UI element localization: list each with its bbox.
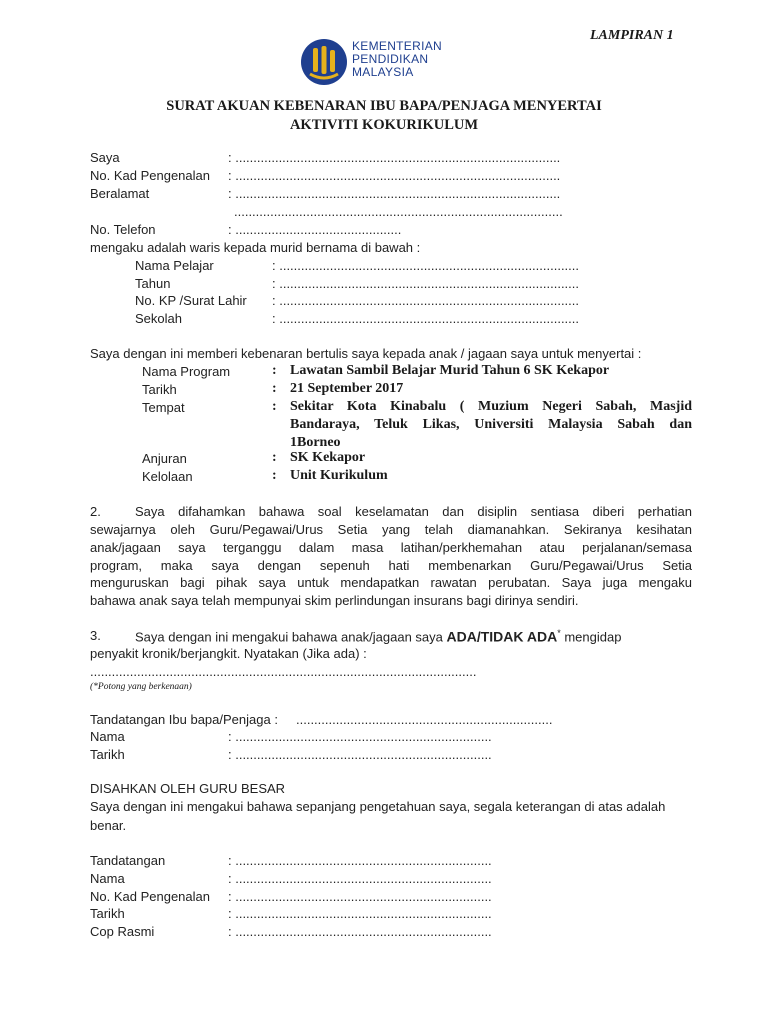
nama-pelajar-label: Nama Pelajar — [135, 258, 214, 273]
nama-program-value: Lawatan Sambil Belajar Murid Tahun 6 SK Kekapor — [290, 363, 610, 378]
kelolaan-value: Unit Kurikulum — [290, 468, 388, 483]
ministry-logo-text: KEMENTERIAN PENDIDIKAN MALAYSIA — [352, 39, 442, 79]
anjuran-label: Anjuran — [142, 451, 187, 466]
colon: : — [272, 468, 277, 483]
tempat-value-line1: Sekitar Kota Kinabalu ( Muzium Negeri Sabah, Masjid — [290, 399, 692, 414]
alamat-field-2[interactable]: ........................................................................................... — [234, 204, 563, 219]
para2-line2: sewajarnya oleh Guru/Pegawai/Urus Setia yang telah diamanahkan. Sekiranya kesihatan — [90, 522, 692, 537]
tahun-label: Tahun — [135, 276, 171, 291]
para2-line6: bahawa anak saya telah mempunyai skim perlindungan insurans bagi dirinya sendiri. — [90, 593, 579, 608]
tandatangan-penjaga-field[interactable]: ....................................................................... — [296, 712, 553, 727]
guru-besar-text-line1: Saya dengan ini mengakui bahawa sepanjang pengetahuan saya, segala keterangan di atas adalah — [90, 799, 666, 814]
colon: : — [272, 363, 277, 378]
tarikh-penjaga-field[interactable]: : ....................................................................... — [228, 747, 492, 762]
para3-number: 3. — [90, 628, 101, 643]
tarikh-program-label: Tarikh — [142, 382, 177, 397]
guru-besar-text-line2: benar. — [90, 818, 127, 833]
telefon-field[interactable]: : .............................................. — [228, 222, 402, 237]
kp-gb-field[interactable]: : ....................................................................... — [228, 889, 492, 904]
tahun-field[interactable]: : ................................................................................... — [272, 276, 580, 291]
potong-note: (*Potong yang berkenaan) — [90, 682, 192, 692]
form-title-line1: SURAT AKUAN KEBENARAN IBU BAPA/PENJAGA MENYERTAI — [166, 98, 602, 114]
tandatangan-penjaga-label: Tandatangan Ibu bapa/Penjaga : — [90, 712, 278, 727]
para2-line3: anak/jagaan saya terganggu dalam masa latihan/perkhemahan atau perjalanan/semasa — [90, 540, 692, 555]
mengaku-text: mengaku adalah waris kepada murid bernama di bawah : — [90, 240, 421, 255]
cop-rasmi-label: Cop Rasmi — [90, 924, 155, 939]
para3-line2: penyakit kronik/berjangkit. Nyatakan (Jika ada) : — [90, 646, 367, 661]
kp-pelajar-label: No. KP /Surat Lahir — [135, 293, 247, 308]
guru-besar-heading: DISAHKAN OLEH GURU BESAR — [90, 781, 286, 796]
sekolah-label: Sekolah — [135, 311, 182, 326]
kelolaan-label: Kelolaan — [142, 469, 193, 484]
kp-label: No. Kad Pengenalan — [90, 168, 210, 183]
tarikh-penjaga-label: Tarikh — [90, 747, 125, 762]
nama-gb-field[interactable]: : ....................................................................... — [228, 871, 492, 886]
tarikh-gb-label: Tarikh — [90, 906, 125, 921]
nama-program-label: Nama Program — [142, 364, 231, 379]
para2-line4: program, maka saya dengan sepenuh hati membenarkan Guru/Pegawai/Urus Setia — [90, 558, 692, 573]
nama-penjaga-field[interactable]: : ....................................................................... — [228, 729, 492, 744]
lampiran-label: LAMPIRAN 1 — [590, 28, 674, 43]
anjuran-value: SK Kekapor — [290, 450, 366, 465]
alamat-field[interactable]: : .......................................................................................... — [228, 186, 561, 201]
telefon-label: No. Telefon — [90, 222, 156, 237]
para2-line1: Saya difahamkan bahawa soal keselamatan dan disiplin sentiasa diberi perhatian — [135, 504, 692, 519]
saya-label: Saya — [90, 150, 120, 165]
tandatangan-gb-label: Tandatangan — [90, 853, 166, 868]
nama-penjaga-label: Nama — [90, 729, 125, 744]
program-intro: Saya dengan ini memberi kebenaran bertulis saya kepada anak / jagaan saya untuk menyertai : — [90, 346, 642, 361]
alamat-label: Beralamat — [90, 186, 150, 201]
saya-field[interactable]: : .......................................................................................... — [228, 150, 561, 165]
para2-line5: menguruskan bagi pihak saya untuk mendapatkan rawatan perubatan. Saya juga mengaku — [90, 575, 692, 590]
ministry-logo-icon — [300, 38, 348, 86]
penyakit-field[interactable]: ........................................................................................................... — [90, 664, 477, 679]
sekolah-field[interactable]: : ................................................................................... — [272, 311, 580, 326]
para2-number: 2. — [90, 504, 101, 519]
tempat-value-line3: 1Borneo — [290, 435, 341, 450]
tempat-value-line2: Bandaraya, Teluk Likas, Universiti Malaysia Sabah dan — [290, 417, 692, 432]
tandatangan-gb-field[interactable]: : ....................................................................... — [228, 853, 492, 868]
cop-rasmi-field[interactable]: : ....................................................................... — [228, 924, 492, 939]
nama-pelajar-field[interactable]: : ................................................................................... — [272, 258, 580, 273]
colon: : — [272, 381, 277, 396]
tarikh-program-value: 21 September 2017 — [290, 381, 404, 396]
ada-tidak-ada-option[interactable]: ADA/TIDAK ADA — [446, 628, 558, 645]
tempat-label: Tempat — [142, 400, 185, 415]
form-title-line2: AKTIVITI KOKURIKULUM — [289, 117, 479, 133]
colon: : — [272, 450, 277, 465]
kp-gb-label: No. Kad Pengenalan — [90, 889, 210, 904]
nama-gb-label: Nama — [90, 871, 125, 886]
kp-field[interactable]: : .......................................................................................... — [228, 168, 561, 183]
kp-pelajar-field[interactable]: : ................................................................................... — [272, 293, 580, 308]
para3-line1: Saya dengan ini mengakui bahawa anak/jagaan saya ADA/TIDAK ADA* mengidap — [135, 628, 622, 645]
tarikh-gb-field[interactable]: : ....................................................................... — [228, 906, 492, 921]
colon: : — [272, 399, 277, 414]
